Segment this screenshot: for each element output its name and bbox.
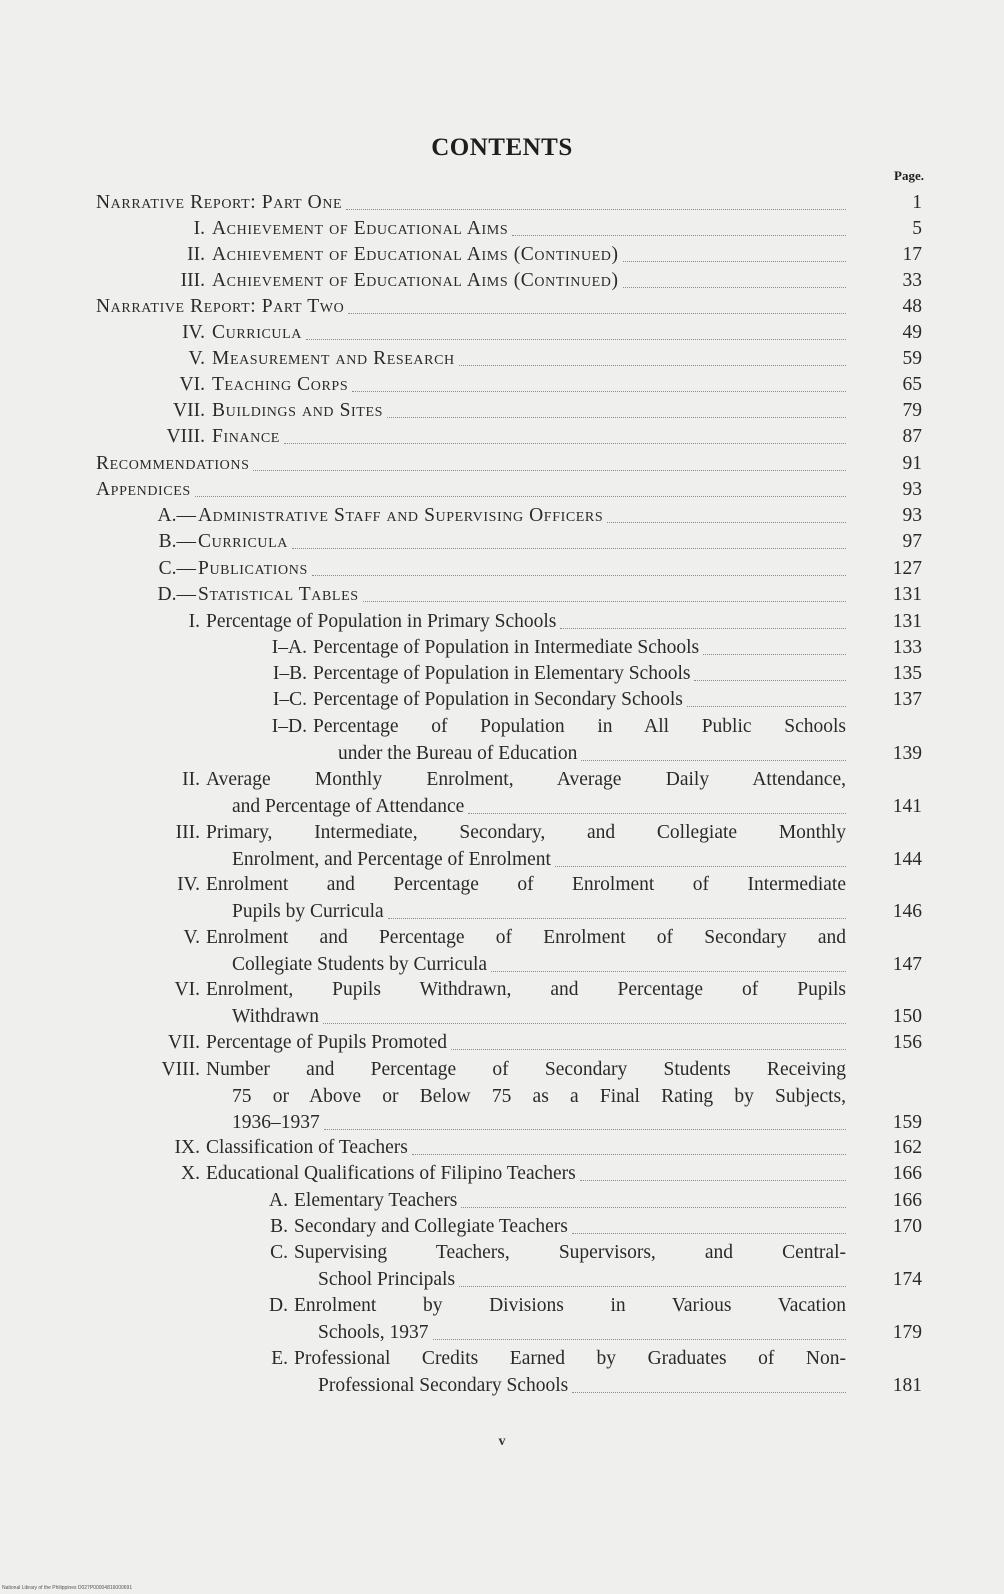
toc-page-number: 131 — [892, 611, 922, 632]
toc-page-number: 59 — [902, 348, 922, 369]
toc-entry-title: Educational Qualifications of Filipino Teachers — [206, 1163, 576, 1184]
toc-entry-title: Elementary Teachers — [294, 1190, 458, 1211]
toc-entry-title: Administrative Staff and Supervising Officers — [198, 505, 604, 526]
toc-entry-title: Recommendations — [96, 453, 250, 474]
toc-page-number: 156 — [892, 1032, 922, 1053]
toc-page-number: 1 — [912, 192, 922, 213]
toc-entry — [0, 1030, 1004, 1057]
toc-page-number: 150 — [892, 1005, 922, 1027]
dot-leader — [323, 1023, 846, 1024]
toc-entry — [0, 609, 1004, 636]
toc-entry-title-continued: Collegiate Students by Curricula — [232, 953, 488, 975]
toc-page-number: 174 — [892, 1268, 922, 1290]
toc-entry-title: Enrolment by Divisions in Various Vacation — [294, 1295, 846, 1316]
toc-entry-number: X. — [181, 1163, 200, 1184]
toc-entry-title: Classification of Teachers — [206, 1137, 408, 1158]
toc-entry — [0, 820, 1004, 873]
dot-leader — [459, 365, 846, 366]
toc-entry — [0, 268, 1004, 295]
toc-page-number: 79 — [902, 400, 922, 421]
toc-entry-number: C.— — [158, 558, 196, 579]
toc-entry-title: Secondary and Collegiate Teachers — [294, 1216, 568, 1237]
toc-entry-title: Appendices — [96, 479, 191, 500]
toc-entry — [0, 398, 1004, 425]
toc-entry-number: IV. — [177, 874, 200, 895]
dot-leader — [459, 1286, 846, 1287]
toc-page-number: 141 — [892, 795, 922, 817]
toc-page-number: 93 — [902, 479, 922, 500]
dot-leader — [253, 470, 846, 471]
toc-entry-title: Primary, Intermediate, Secondary, and Collegiate Monthly — [206, 822, 846, 843]
toc-entry-number: VII. — [168, 1032, 200, 1053]
toc-entry — [0, 346, 1004, 373]
toc-entry — [0, 529, 1004, 556]
toc-entry-number: D. — [269, 1295, 288, 1316]
toc-page-number: 91 — [902, 453, 922, 474]
toc-entry-number: A. — [269, 1190, 288, 1211]
dot-leader — [580, 1180, 846, 1181]
toc-entry-title: Percentage of Population in Intermediate Schools — [313, 637, 700, 658]
toc-entry-title: Percentage of Population in Elementary Schools — [313, 663, 691, 684]
toc-entry-number: VIII. — [161, 1059, 200, 1080]
toc-entry — [0, 242, 1004, 269]
toc-page-number: 17 — [902, 244, 922, 265]
toc-entry-title-continued: Enrolment, and Percentage of Enrolment — [232, 848, 551, 870]
toc-entry-title-continued: 1936–1937 — [232, 1112, 320, 1133]
toc-entry-number: V. — [188, 348, 205, 369]
dot-leader — [703, 654, 846, 655]
toc-entry-title-continued: Withdrawn — [232, 1005, 319, 1027]
toc-entry-title: Statistical Tables — [198, 584, 359, 605]
toc-page-number: 65 — [902, 374, 922, 395]
toc-entry — [0, 767, 1004, 820]
page-title: CONTENTS — [431, 134, 573, 161]
toc-entry — [0, 320, 1004, 347]
toc-entry-number: I. — [193, 218, 205, 239]
toc-page-number: 5 — [912, 218, 922, 239]
dot-leader — [607, 522, 846, 523]
toc-page-number: 87 — [902, 426, 922, 447]
toc-entry-number: VI. — [179, 374, 205, 395]
dot-leader — [572, 1392, 846, 1393]
toc-entry-number: I–A. — [271, 637, 307, 658]
toc-entry — [0, 872, 1004, 925]
toc-entry-title-continued: School Principals — [318, 1268, 456, 1290]
toc-entry-number: II. — [182, 769, 200, 790]
toc-entry — [0, 477, 1004, 504]
dot-leader — [687, 706, 846, 707]
dot-leader — [468, 813, 846, 814]
toc-entry — [0, 1057, 1004, 1137]
dot-leader — [560, 628, 846, 629]
dot-leader — [348, 313, 846, 314]
dot-leader — [412, 1154, 846, 1155]
toc-entry-title: Narrative Report: Part One — [96, 192, 343, 213]
toc-entry — [0, 635, 1004, 662]
toc-page-number: 162 — [892, 1137, 922, 1158]
toc-entry-number: III. — [180, 270, 205, 291]
toc-entry-title: Narrative Report: Part Two — [96, 296, 345, 317]
toc-entry-number: VIII. — [166, 426, 205, 447]
dot-leader — [512, 235, 846, 236]
dot-leader — [694, 680, 846, 681]
toc-entry-title: Supervising Teachers, Supervisors, and Central- — [294, 1242, 846, 1263]
toc-entry-title: Curricula — [212, 322, 302, 343]
toc-entry — [0, 190, 1004, 217]
toc-entry-number: D.— — [157, 584, 196, 605]
toc-entry-number: B. — [270, 1216, 288, 1237]
toc-page-number: 170 — [892, 1216, 922, 1237]
toc-entry — [0, 1293, 1004, 1346]
toc-entry-title: Percentage of Population in Primary Schools — [206, 611, 557, 632]
toc-entry-title: Finance — [212, 426, 280, 447]
dot-leader — [623, 287, 846, 288]
dot-leader — [352, 391, 846, 392]
toc-entry — [0, 372, 1004, 399]
toc-entry — [0, 1214, 1004, 1241]
toc-entry — [0, 1188, 1004, 1215]
dot-leader — [292, 548, 846, 549]
dot-leader — [195, 496, 846, 497]
toc-entry-number: V. — [183, 927, 200, 948]
toc-page-number: 181 — [892, 1374, 922, 1396]
toc-entry — [0, 1240, 1004, 1293]
toc-entry — [0, 687, 1004, 714]
toc-entry — [0, 216, 1004, 243]
dot-leader — [451, 1049, 846, 1050]
dot-leader — [284, 443, 846, 444]
toc-entry-number: E. — [271, 1348, 288, 1369]
dot-leader — [387, 417, 846, 418]
toc-entry-number: IV. — [182, 322, 205, 343]
toc-page-number: 33 — [902, 270, 922, 291]
dot-leader — [312, 575, 846, 576]
toc-page-number: 135 — [892, 663, 922, 684]
toc-entry-number: C. — [270, 1242, 288, 1263]
toc-entry-number: VII. — [173, 400, 205, 421]
toc-entry — [0, 1135, 1004, 1162]
toc-page-number: 127 — [892, 558, 922, 579]
toc-entry — [0, 1161, 1004, 1188]
toc-entry — [0, 582, 1004, 609]
page-column-header: Page. — [894, 168, 924, 183]
toc-entry-title: Percentage of Pupils Promoted — [206, 1032, 447, 1053]
toc-entry-title: Achievement of Educational Aims (Continued) — [212, 244, 619, 265]
toc-entry-title: Percentage of Population in Secondary Schools — [313, 689, 683, 710]
toc-page-number: 137 — [892, 689, 922, 710]
toc-entry-title: Teaching Corps — [212, 374, 349, 395]
toc-entry-title: Achievement of Educational Aims — [212, 218, 509, 239]
toc-entry-title: Professional Credits Earned by Graduates of Non- — [294, 1348, 846, 1369]
toc-entry-title-continued: and Percentage of Attendance — [232, 795, 465, 817]
toc-entry-number: A.— — [157, 505, 196, 526]
dot-leader — [388, 918, 846, 919]
dot-leader — [461, 1207, 846, 1208]
dot-leader — [581, 760, 846, 761]
toc-entry-title: Number and Percentage of Secondary Students Receiving — [206, 1059, 846, 1080]
dot-leader — [572, 1233, 846, 1234]
toc-page-number: 159 — [892, 1112, 922, 1133]
toc-entry — [0, 925, 1004, 978]
toc-entry — [0, 556, 1004, 583]
dot-leader — [306, 339, 846, 340]
folio-number: v — [498, 1434, 506, 1449]
toc-entry-number: II. — [187, 244, 205, 265]
dot-leader — [324, 1129, 846, 1130]
toc-entry-number: III. — [175, 822, 200, 843]
toc-entry — [0, 714, 1004, 767]
toc-entry-title: Average Monthly Enrolment, Average Daily Attendance, — [206, 769, 846, 790]
toc-page-number: 147 — [892, 953, 922, 975]
toc-page-number: 131 — [892, 584, 922, 605]
toc-entry-title: Publications — [198, 558, 308, 579]
toc-page-number: 93 — [902, 505, 922, 526]
toc-entry-title-continued: Pupils by Curricula — [232, 900, 384, 922]
toc-entry-title: Enrolment and Percentage of Enrolment of Secondary and — [206, 927, 846, 948]
dot-leader — [491, 971, 846, 972]
toc-entry-title: Measurement and Research — [212, 348, 455, 369]
toc-entry-title-continued: under the Bureau of Education — [338, 742, 578, 764]
toc-entry — [0, 1346, 1004, 1399]
toc-entry-number: I–D. — [271, 716, 307, 737]
toc-entry — [0, 294, 1004, 321]
toc-page-number: 97 — [902, 531, 922, 552]
toc-entry-title-continued: 75 or Above or Below 75 as a Final Rating by Subjects, — [232, 1085, 846, 1107]
toc-page-number: 133 — [892, 637, 922, 658]
dot-leader — [346, 209, 846, 210]
toc-entry-number: I–C. — [272, 689, 307, 710]
toc-entry-number: IX. — [174, 1137, 200, 1158]
toc-entry-number: VI. — [174, 979, 200, 1000]
toc-page-number: 144 — [892, 848, 922, 870]
toc-entry-title-continued: Professional Secondary Schools — [318, 1374, 569, 1396]
toc-page-number: 48 — [902, 296, 922, 317]
dot-leader — [623, 261, 846, 262]
toc-entry-title: Buildings and Sites — [212, 400, 383, 421]
toc-entry-title: Enrolment, Pupils Withdrawn, and Percentage of Pupils — [206, 979, 846, 1000]
toc-entry-title: Curricula — [198, 531, 288, 552]
toc-page-number: 166 — [892, 1163, 922, 1184]
toc-entry-number: I. — [188, 611, 200, 632]
toc-entry-title: Percentage of Population in All Public Schools — [313, 716, 846, 737]
toc-entry-number: B.— — [158, 531, 196, 552]
toc-entry — [0, 661, 1004, 688]
toc-entry — [0, 503, 1004, 530]
toc-entry-title-continued: Schools, 1937 — [318, 1321, 429, 1343]
dot-leader — [433, 1339, 846, 1340]
dot-leader — [363, 601, 846, 602]
toc-entry — [0, 977, 1004, 1030]
toc-page-number: 166 — [892, 1190, 922, 1211]
scan-credit: National Library of the Philippines D027P00004816000691 — [2, 1585, 133, 1591]
toc-page-number: 146 — [892, 900, 922, 922]
toc-page-number: 179 — [892, 1321, 922, 1343]
toc-page-number: 49 — [902, 322, 922, 343]
toc-entry-title: Enrolment and Percentage of Enrolment of Intermediate — [206, 874, 846, 895]
toc-entry — [0, 424, 1004, 451]
dot-leader — [555, 866, 846, 867]
toc-page-number: 139 — [892, 742, 922, 764]
toc-entry — [0, 451, 1004, 478]
toc-entry-title: Achievement of Educational Aims (Continued) — [212, 270, 619, 291]
toc-entry-number: I–B. — [272, 663, 307, 684]
